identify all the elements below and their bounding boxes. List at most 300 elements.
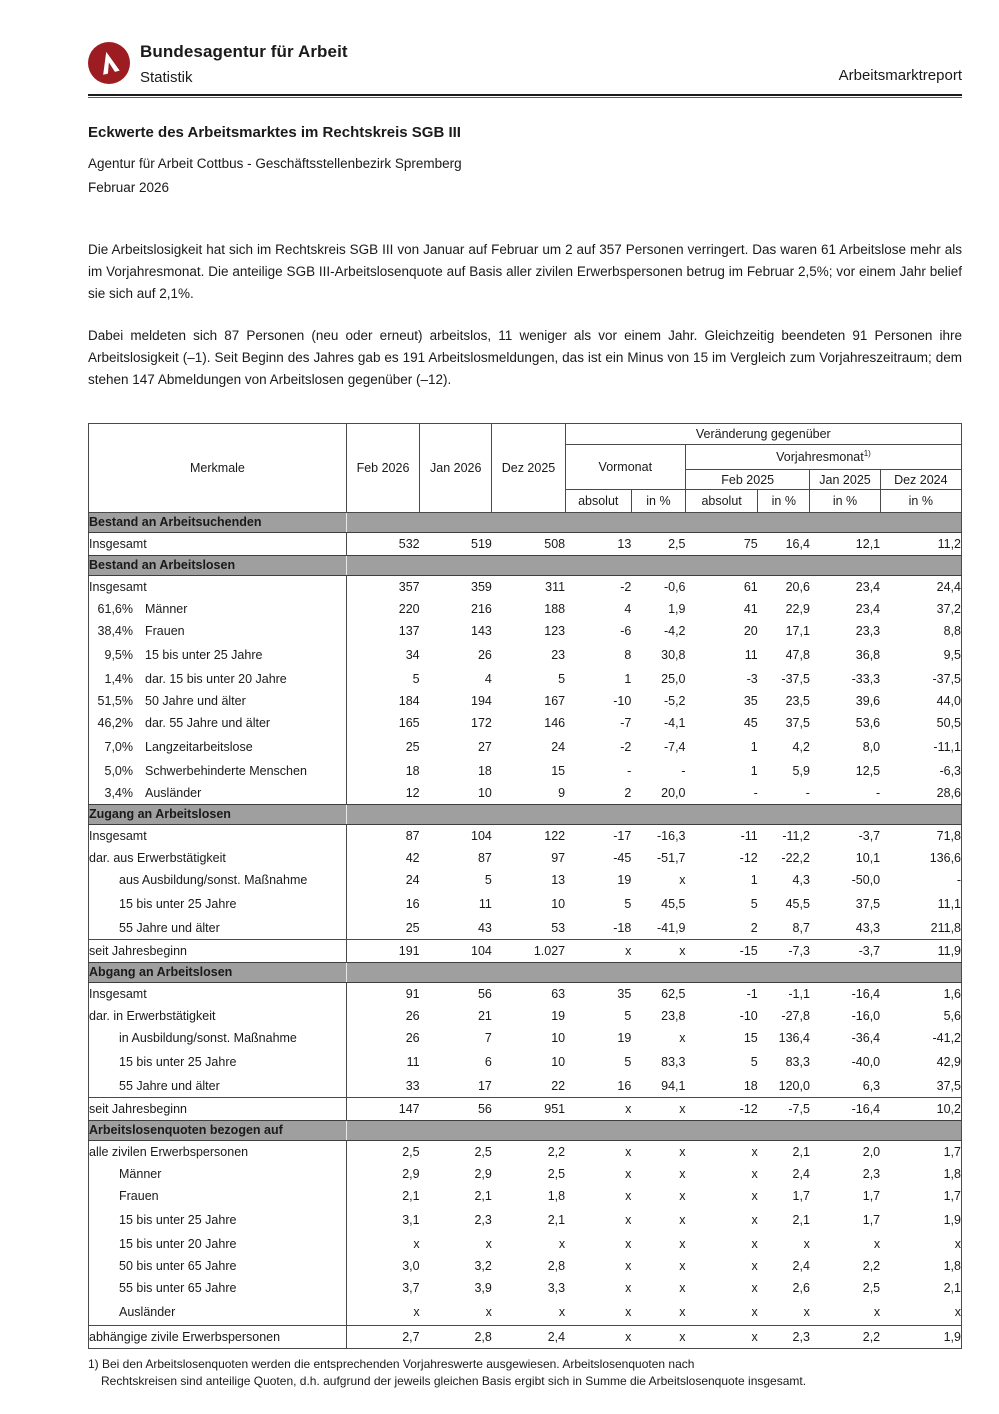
value-cell: 18 (405, 764, 420, 778)
section-label: Bestand an Arbeitslosen (89, 556, 347, 576)
row-share-pct: 3,4% (104, 786, 133, 800)
row-label-text: Frauen (145, 624, 185, 638)
value-cell: 2 (624, 786, 632, 800)
value-cell: 12 (405, 786, 420, 800)
value-cell: 1,9 (880, 1326, 961, 1349)
value-cell: 2,5 (547, 1167, 566, 1181)
summary-paragraph-1: Die Arbeitslosigkeit hat sich im Rechtskreis SGB III von Januar auf Februar um 2 auf 357 Personen verringert. Das waren 61 Arbeitslose mehr als im Vorjahresmonat. Die anteilige SGB III-Arbeitslosenquote auf Basis aller zivilen Erwerbspersonen betrug im Februar 2,5%; vor einem Jahr belief sie sich auf 2,1%. (88, 242, 962, 301)
section-row (89, 963, 962, 983)
value-cell: -5,2 (663, 694, 686, 708)
value-cell: 2,6 (792, 1281, 810, 1295)
value-cell: 2,5 (402, 1145, 420, 1159)
table-row (89, 917, 962, 940)
table-row (89, 1005, 962, 1027)
value-cell: 5 (624, 1009, 632, 1023)
report-period: Februar 2026 (88, 180, 170, 195)
value-cell: 13 (551, 873, 566, 887)
value-cell: 6,3 (862, 1079, 881, 1093)
row-share-pct: 61,6% (97, 602, 133, 616)
value-cell: x (558, 1305, 566, 1319)
row-label: Insgesamt (89, 825, 347, 848)
table-row (89, 1233, 962, 1255)
row-label: 15 bis unter 25 Jahre (89, 891, 347, 917)
value-cell: 137 (398, 624, 420, 638)
section-label: Arbeitslosenquoten bezogen auf (89, 1121, 347, 1141)
value-cell: 123 (544, 624, 566, 638)
value-cell: x (679, 1145, 686, 1159)
value-cell: x (751, 1281, 758, 1295)
value-cell: 20 (743, 624, 758, 638)
col-header-veraenderung: Veränderung gegenüber (565, 424, 961, 445)
value-cell: x (873, 1237, 881, 1251)
value-cell: -4,1 (663, 716, 686, 730)
value-cell: 19 (617, 1031, 632, 1045)
value-cell: 10,2 (880, 1098, 961, 1121)
value-cell: x (803, 1237, 810, 1251)
value-cell: 16,4 (785, 537, 810, 551)
table-row (89, 598, 962, 620)
value-cell: 75 (743, 537, 758, 551)
value-cell: 1,7 (792, 1189, 810, 1203)
table-row (89, 1326, 962, 1349)
table-row (89, 620, 962, 642)
value-cell: x (565, 1326, 631, 1349)
row-label: alle zivilen Erwerbspersonen (89, 1141, 347, 1164)
value-cell: -10 (739, 1009, 758, 1023)
value-cell: 2,8 (420, 1326, 492, 1349)
section-label: Zugang an Arbeitslosen (89, 805, 347, 825)
section-fill (346, 963, 961, 983)
value-cell: - (627, 764, 632, 778)
value-cell: 23,4 (855, 602, 881, 616)
value-cell: 18 (743, 1079, 758, 1093)
value-cell: 508 (544, 537, 566, 551)
value-cell: 94,1 (661, 1079, 686, 1093)
value-cell: -15 (686, 940, 758, 963)
value-cell: 53,6 (855, 716, 881, 730)
table-row (89, 1255, 962, 1277)
value-cell: 11 (406, 1055, 420, 1069)
value-cell: 5,6 (943, 1009, 961, 1023)
value-cell: 10 (551, 1031, 566, 1045)
value-cell: x (625, 1237, 632, 1251)
value-cell: 1.027 (492, 940, 565, 963)
table-row (89, 1027, 962, 1049)
value-cell: x (679, 873, 686, 887)
section-fill (346, 513, 961, 533)
table-row (89, 891, 962, 917)
value-cell: 3,0 (402, 1259, 420, 1273)
value-cell: x (413, 1237, 420, 1251)
value-cell: 41 (743, 602, 758, 616)
value-cell: 21 (477, 1009, 492, 1023)
value-cell: 2,3 (862, 1167, 881, 1181)
row-label: Männer (89, 1163, 347, 1185)
value-cell: 1 (750, 740, 758, 754)
value-cell: -2 (620, 740, 632, 754)
value-cell: 23,5 (785, 694, 810, 708)
header-rule (88, 94, 962, 98)
row-label (89, 642, 347, 668)
value-cell: 1 (624, 672, 632, 686)
value-cell: -16,4 (810, 1098, 880, 1121)
value-cell: 61 (743, 580, 758, 594)
brand-name: Bundesagentur für Arbeit (140, 42, 348, 61)
value-cell: 22 (551, 1079, 566, 1093)
footnote-line-2: Rechtskreisen sind anteilige Quoten, d.h. aufgrund der jeweils gleichen Basis ergibt sich in Summe die Arbeitslosenquote insgesamt. (101, 1374, 807, 1388)
value-cell: x (679, 1031, 686, 1045)
table-row (89, 782, 962, 805)
col-header-inpct-vm: in % (631, 490, 685, 513)
row-label-text: Ausländer (145, 786, 202, 800)
value-cell: 11,2 (937, 537, 961, 551)
col-header-dez2025: Dez 2025 (492, 424, 565, 513)
value-cell: -27,8 (781, 1009, 810, 1023)
value-cell: 18 (477, 764, 492, 778)
value-cell: 1,7 (862, 1213, 881, 1227)
value-cell: 2,1 (943, 1281, 961, 1295)
value-cell: 45,5 (785, 897, 810, 911)
table-row (89, 1207, 962, 1233)
value-cell: -41,2 (932, 1031, 961, 1045)
value-cell: 16 (405, 897, 420, 911)
value-cell: 3,3 (547, 1281, 566, 1295)
row-label: Ausländer (89, 1299, 347, 1326)
value-cell: 27 (477, 740, 492, 754)
value-cell: 25 (405, 740, 420, 754)
section-label: Abgang an Arbeitslosen (89, 963, 347, 983)
value-cell: 2,2 (862, 1259, 881, 1273)
value-cell: -6 (620, 624, 632, 638)
table-row (89, 1299, 962, 1326)
value-cell: 165 (398, 716, 420, 730)
value-cell: x (485, 1305, 492, 1319)
value-cell: -10 (613, 694, 632, 708)
value-cell: -17 (613, 829, 632, 843)
table-header (89, 424, 962, 513)
value-cell: 5 (624, 897, 632, 911)
value-cell: 4 (624, 602, 632, 616)
value-cell: 37,5 (855, 897, 881, 911)
value-cell: 2,7 (346, 1326, 419, 1349)
value-cell: x (565, 940, 631, 963)
value-cell: 194 (471, 694, 492, 708)
value-cell: 35 (617, 987, 632, 1001)
row-label-text: dar. 55 Jahre und älter (145, 716, 271, 730)
value-cell: -6,3 (939, 764, 961, 778)
row-label: Insgesamt (89, 533, 347, 556)
value-cell: 20,0 (661, 786, 686, 800)
value-cell: 37,2 (936, 602, 961, 616)
table-row (89, 642, 962, 668)
table-row (89, 847, 962, 869)
eckwerte-table (88, 423, 962, 1349)
value-cell: -11,2 (782, 829, 810, 843)
value-cell: 359 (471, 580, 492, 594)
table-row (89, 1185, 962, 1207)
value-cell: 91 (405, 987, 420, 1001)
row-share-pct: 38,4% (97, 624, 133, 638)
value-cell: x (679, 1213, 686, 1227)
value-cell: x (751, 1189, 758, 1203)
value-cell: x (954, 1237, 961, 1251)
value-cell: 188 (544, 602, 566, 616)
row-label: dar. in Erwerbstätigkeit (89, 1005, 347, 1027)
value-cell: 8,7 (792, 921, 810, 935)
value-cell: 30,8 (661, 648, 686, 662)
value-cell: 136,4 (778, 1031, 810, 1045)
value-cell: 17,1 (785, 624, 810, 638)
row-share-pct: 9,5% (104, 648, 133, 662)
value-cell: 4,3 (792, 873, 810, 887)
value-cell: 24,4 (936, 580, 961, 594)
row-label: 50 bis unter 65 Jahre (89, 1255, 347, 1277)
value-cell: 11,9 (880, 940, 961, 963)
table-row (89, 760, 962, 782)
value-cell: 10 (551, 897, 566, 911)
value-cell: 3,7 (402, 1281, 420, 1295)
value-cell: x (751, 1305, 758, 1319)
value-cell: -16,0 (851, 1009, 881, 1023)
row-share-pct: 7,0% (104, 740, 133, 754)
value-cell: - (681, 764, 686, 778)
row-label (89, 712, 347, 734)
value-cell: 12,5 (855, 764, 881, 778)
row-label: 55 bis unter 65 Jahre (89, 1277, 347, 1299)
value-cell: 2,5 (668, 537, 686, 551)
row-label: 55 Jahre und älter (89, 1075, 347, 1098)
row-label: Insgesamt (89, 576, 347, 599)
value-cell: 184 (398, 694, 420, 708)
row-label: Frauen (89, 1185, 347, 1207)
section-row (89, 513, 962, 533)
value-cell: 16 (617, 1079, 632, 1093)
row-label: in Ausbildung/sonst. Maßnahme (89, 1027, 347, 1049)
value-cell: 37,5 (785, 716, 810, 730)
value-cell: -1,1 (788, 987, 810, 1001)
value-cell: x (625, 1259, 632, 1273)
row-label: 15 bis unter 25 Jahre (89, 1049, 347, 1075)
value-cell: 8,8 (943, 624, 961, 638)
value-cell: 2,0 (862, 1145, 881, 1159)
value-cell: 104 (471, 829, 492, 843)
value-cell: 136,6 (929, 851, 961, 865)
value-cell: 2,1 (547, 1213, 566, 1227)
value-cell: 50,5 (936, 716, 961, 730)
value-cell: 1,7 (943, 1189, 961, 1203)
value-cell: 2,4 (792, 1167, 810, 1181)
value-cell: x (751, 1167, 758, 1181)
value-cell: 220 (398, 602, 420, 616)
section-row (89, 805, 962, 825)
col-header-vorjahresmonat: Vorjahresmonat$^{1)}$ (686, 445, 962, 470)
value-cell: 47,8 (785, 648, 810, 662)
row-label: 15 bis unter 20 Jahre (89, 1233, 347, 1255)
value-cell: -37,5 (781, 672, 810, 686)
value-cell: -4,2 (663, 624, 686, 638)
value-cell: 2 (750, 921, 758, 935)
value-cell: 2,9 (474, 1167, 492, 1181)
value-cell: 2,1 (792, 1145, 810, 1159)
value-cell: 2,1 (792, 1213, 810, 1227)
value-cell: -22,2 (781, 851, 810, 865)
value-cell: -11 (740, 829, 758, 843)
value-cell: -3,7 (810, 940, 880, 963)
value-cell: 28,6 (936, 786, 961, 800)
masthead (88, 0, 962, 86)
value-cell: 6 (484, 1055, 492, 1069)
value-cell: x (751, 1145, 758, 1159)
value-cell: x (558, 1237, 566, 1251)
value-cell: x (485, 1237, 492, 1251)
value-cell: x (751, 1259, 758, 1273)
value-cell: x (631, 1098, 685, 1121)
value-cell: 8 (624, 648, 632, 662)
value-cell: 42 (405, 851, 420, 865)
value-cell: x (631, 940, 685, 963)
section-fill (346, 556, 961, 576)
value-cell: -40,0 (851, 1055, 881, 1069)
value-cell: x (679, 1237, 686, 1251)
value-cell: x (625, 1189, 632, 1203)
value-cell: 311 (545, 580, 566, 594)
value-cell: x (873, 1305, 881, 1319)
value-cell: x (413, 1305, 420, 1319)
table-row (89, 1163, 962, 1185)
value-cell: 26 (477, 648, 492, 662)
table-row (89, 1049, 962, 1075)
value-cell: x (625, 1145, 632, 1159)
value-cell: 23,3 (855, 624, 881, 638)
row-label-text: dar. 15 bis unter 20 Jahre (145, 672, 287, 686)
row-label: 15 bis unter 25 Jahre (89, 1207, 347, 1233)
footnote (88, 1356, 962, 1390)
value-cell: 83,3 (785, 1055, 810, 1069)
value-cell: 3,2 (474, 1259, 492, 1273)
value-cell: - (956, 873, 961, 887)
col-header-feb2025: Feb 2025 (686, 470, 810, 490)
value-cell: 37,5 (936, 1079, 961, 1093)
value-cell: 83,3 (661, 1055, 686, 1069)
value-cell: 15 (743, 1031, 758, 1045)
value-cell: 17 (477, 1079, 492, 1093)
col-header-absolut-feb25: absolut (686, 490, 758, 513)
value-cell: - (805, 786, 810, 800)
value-cell: 146 (544, 716, 566, 730)
value-cell: x (679, 1189, 686, 1203)
value-cell: 45,5 (661, 897, 686, 911)
value-cell: 1,9 (668, 602, 686, 616)
value-cell: x (625, 1305, 632, 1319)
page-title: Eckwerte des Arbeitsmarktes im Rechtskreis SGB III (88, 124, 461, 141)
value-cell: -41,9 (657, 921, 686, 935)
row-label (89, 620, 347, 642)
value-cell: x (803, 1305, 810, 1319)
value-cell: 11 (478, 897, 492, 911)
table-row (89, 712, 962, 734)
value-cell: -7,5 (758, 1098, 810, 1121)
value-cell: 24 (405, 873, 420, 887)
value-cell: 39,6 (855, 694, 881, 708)
value-cell: 2,1 (402, 1189, 420, 1203)
summary-paragraph-2: Dabei meldeten sich 87 Personen (neu oder erneut) arbeitslos, 11 weniger als vor einem Jahr. Gleichzeitig beendeten 91 Personen ihre Arbeitslosigkeit (–1). Seit Beginn des Jahres gab es 191 Arbeitslosmeldungen, das ist ein Minus von 15 im Vergleich zum Vorjahreszeitraum; dem stehen 147 Abmeldungen von Arbeitslosen gegenüber (–12). (88, 328, 962, 387)
row-label-text: 50 Jahre und älter (145, 694, 246, 708)
value-cell: 4 (484, 672, 492, 686)
value-cell: x (565, 1098, 631, 1121)
value-cell: x (686, 1326, 758, 1349)
value-cell: 25,0 (661, 672, 686, 686)
value-cell: -1 (746, 987, 758, 1001)
value-cell: -16,3 (657, 829, 686, 843)
value-cell: 15 (551, 764, 566, 778)
value-cell: 211,8 (930, 921, 961, 935)
row-label-text: Männer (145, 602, 188, 616)
value-cell: 172 (471, 716, 492, 730)
row-share-pct: 5,0% (104, 764, 133, 778)
value-cell: 1 (750, 873, 758, 887)
value-cell: -3 (746, 672, 758, 686)
row-label (89, 760, 347, 782)
brand-block (88, 42, 348, 86)
row-label: seit Jahresbeginn (89, 1098, 347, 1121)
col-header-vormonat: Vormonat (565, 445, 685, 490)
value-cell: -50,0 (851, 873, 881, 887)
row-label: dar. aus Erwerbstätigkeit (89, 847, 347, 869)
table-row (89, 825, 962, 848)
value-cell: -16,4 (851, 987, 881, 1001)
col-header-jan2026: Jan 2026 (420, 424, 492, 513)
value-cell: 1,8 (943, 1259, 961, 1273)
value-cell: -18 (613, 921, 632, 935)
value-cell: -3,7 (858, 829, 881, 843)
value-cell: 19 (551, 1009, 566, 1023)
row-label (89, 668, 347, 690)
ba-logo-icon (88, 42, 130, 84)
report-type-label: Arbeitsmarktreport (838, 67, 962, 84)
value-cell: 24 (551, 740, 566, 754)
value-cell: 3,9 (474, 1281, 492, 1295)
value-cell: 1,9 (943, 1213, 961, 1227)
value-cell: -12 (686, 1098, 758, 1121)
value-cell: 19 (617, 873, 632, 887)
value-cell: 62,5 (661, 987, 686, 1001)
table-row (89, 1141, 962, 1164)
value-cell: x (751, 1237, 758, 1251)
value-cell: 53 (551, 921, 566, 935)
value-cell: x (751, 1213, 758, 1227)
value-cell: 951 (492, 1098, 565, 1121)
value-cell: x (679, 1305, 686, 1319)
value-cell: -11,1 (933, 740, 961, 754)
value-cell: 34 (405, 648, 420, 662)
col-header-jan2025: Jan 2025 (810, 470, 880, 490)
table-row (89, 533, 962, 556)
value-cell: 5 (624, 1055, 632, 1069)
value-cell: 56 (420, 1098, 492, 1121)
table-row (89, 1098, 962, 1121)
value-cell: 13 (617, 537, 632, 551)
row-share-pct: 46,2% (97, 716, 133, 730)
value-cell: 1,7 (943, 1145, 961, 1159)
value-cell: 1,8 (943, 1167, 961, 1181)
value-cell: 1,7 (862, 1189, 881, 1203)
row-label (89, 734, 347, 760)
value-cell: 10 (477, 786, 492, 800)
value-cell: 10,1 (855, 851, 881, 865)
value-cell: 122 (544, 829, 566, 843)
value-cell: 4,2 (792, 740, 810, 754)
value-cell: x (679, 1259, 686, 1273)
